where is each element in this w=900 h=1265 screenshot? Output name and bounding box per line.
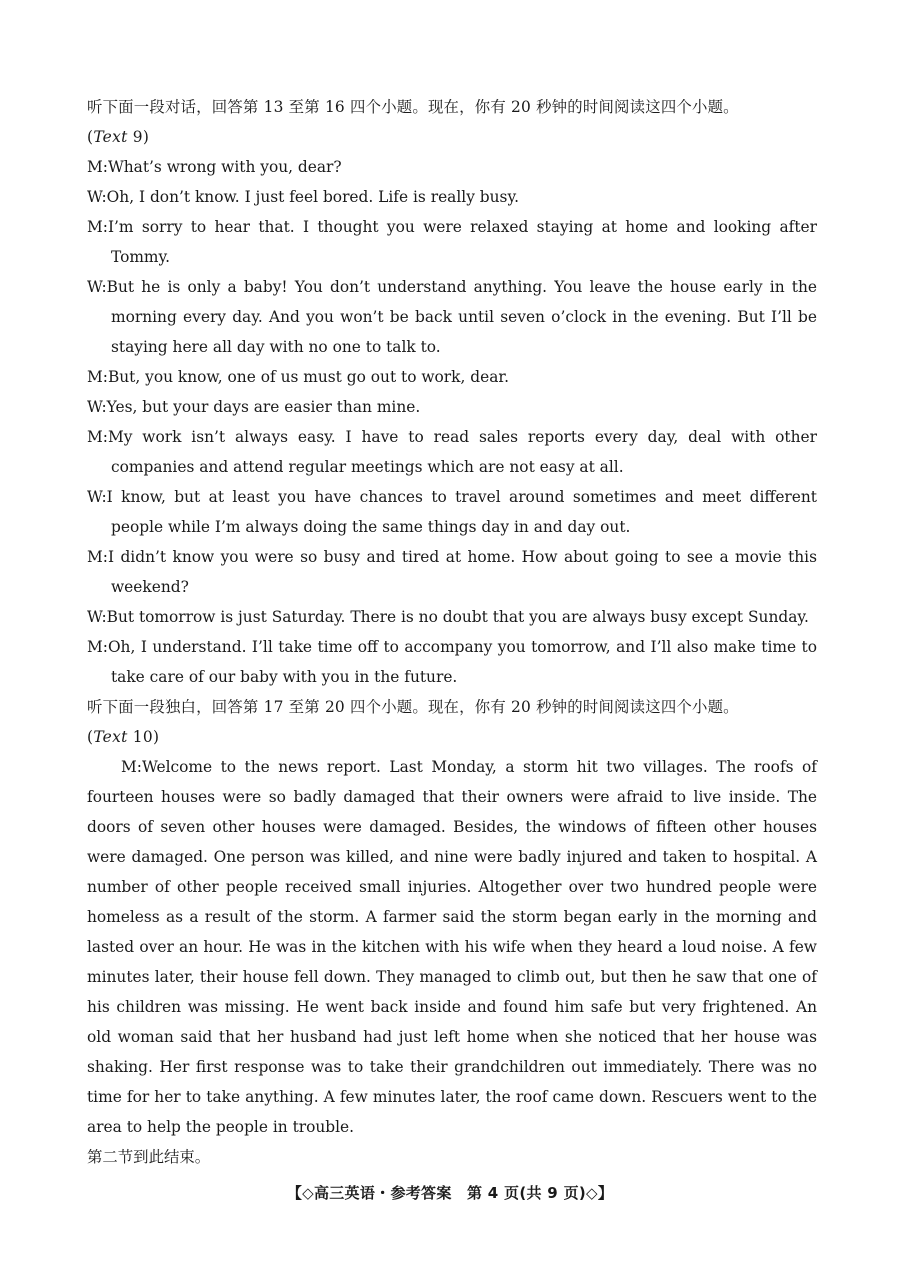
dialogue-turn: M:I’m sorry to hear that. I thought you were relaxed staying at home and looking after Tommy. <box>87 218 817 266</box>
dialogue-turn: W:Oh, I don’t know. I just feel bored. Life is really busy. <box>87 188 519 206</box>
monologue-paragraph: M:Welcome to the news report. Last Monday, a storm hit two villages. The roofs of fourteen houses were so badly damaged that their owners were afraid to live inside. The doors of seven other houses were damaged. Besides, the windows of fifteen other houses were damaged. One person was killed, and nine were badly injured and taken to hospital. A number of other people received small injuries. Altogether over two hundred people were homeless as a result of the storm. A farmer said the storm began early in the morning and lasted over an hour. He was in the kitchen with his wife when they heard a loud noise. A few minutes later, their house fell down. They managed to climb out, but then he saw that one of his children was missing. He went back inside and found him safe but very frightened. An old woman said that her husband had just left home when she noticed that her house was shaking. Her first response was to take their grandchildren out immediately. There was no time for her to take anything. A few minutes later, the roof came down. Rescuers went to the area to help the people in trouble. <box>87 758 817 1136</box>
dialogue-turn: M:I didn’t know you were so busy and tired at home. How about going to see a movie this weekend? <box>87 548 817 596</box>
section-a-label <box>87 122 817 152</box>
section-closing: 第二节到此结束。 <box>87 1148 211 1166</box>
dialogue <box>87 152 817 692</box>
dialogue-turn: W:I know, but at least you have chances to travel around sometimes and meet different people while I’m always doing the same things day in and day out. <box>87 488 817 536</box>
page-footer: 【◇高三英语・参考答案 第 4 页(共 9 页)◇】 <box>286 1184 614 1202</box>
dialogue-turn: W:But he is only a baby! You don’t understand anything. You leave the house early in the morning every day. And you won’t be back until seven o’clock in the evening. But I’ll be staying here all day with no one to talk to. <box>87 278 817 356</box>
section-b-label-prefix: ( <box>87 728 94 746</box>
dialogue-turn: M:What’s wrong with you, dear? <box>87 158 342 176</box>
section-b-label-word: Text <box>93 728 128 746</box>
section-a-label-prefix: ( <box>87 128 94 146</box>
document-body <box>87 92 817 1172</box>
dialogue-turn: W:Yes, but your days are easier than mine. <box>87 398 421 416</box>
dialogue-turn: M:But, you know, one of us must go out to work, dear. <box>87 368 509 386</box>
section-b-instruction: 听下面一段独白，回答第 17 至第 20 四个小题。现在，你有 20 秒钟的时间阅读这四个小题。 <box>87 698 739 716</box>
dialogue-turn: M:Oh, I understand. I’ll take time off to accompany you tomorrow, and I’ll also make time to take care of our baby with you in the future. <box>87 638 817 686</box>
section-b-label-rest: 10) <box>127 728 160 746</box>
dialogue-turn: W:But tomorrow is just Saturday. There is no doubt that you are always busy except Sunday. <box>87 608 809 626</box>
section-b-label <box>87 722 817 752</box>
section-a-label-word: Text <box>93 128 128 146</box>
section-a-instruction: 听下面一段对话，回答第 13 至第 16 四个小题。现在，你有 20 秒钟的时间阅读这四个小题。 <box>87 98 739 116</box>
section-a-label-rest: 9) <box>127 128 150 146</box>
dialogue-turn: M:My work isn’t always easy. I have to read sales reports every day, deal with other companies and attend regular meetings which are not easy at all. <box>87 428 817 476</box>
